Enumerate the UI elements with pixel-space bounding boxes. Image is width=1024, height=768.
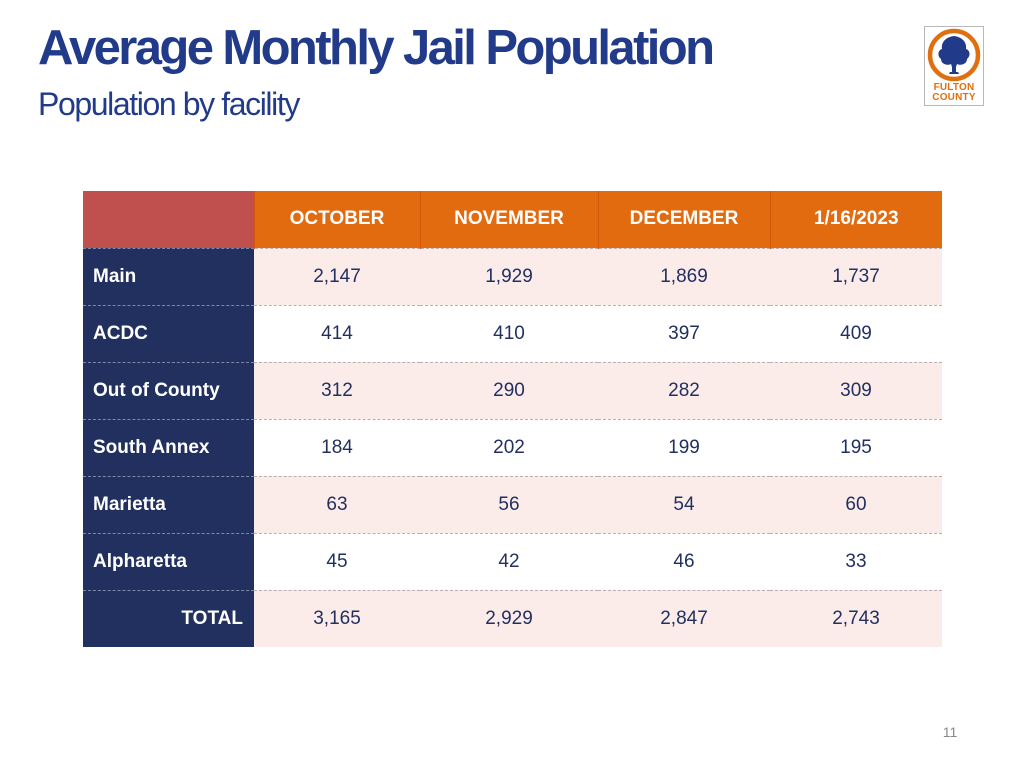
table-cell: 290 xyxy=(420,362,598,419)
table-cell: 1,869 xyxy=(598,248,770,305)
table-cell: 45 xyxy=(254,533,420,590)
slide-subtitle: Population by facility xyxy=(38,86,299,122)
table-row xyxy=(83,305,942,362)
row-label: South Annex xyxy=(83,419,254,476)
table-cell: 199 xyxy=(598,419,770,476)
table-cell: 312 xyxy=(254,362,420,419)
table-cell: 54 xyxy=(598,476,770,533)
table-cell: 63 xyxy=(254,476,420,533)
population-table xyxy=(83,191,942,647)
table-row xyxy=(83,533,942,590)
tree-seal-icon xyxy=(925,27,983,83)
table-cell: 46 xyxy=(598,533,770,590)
logo-text-line2: COUNTY xyxy=(932,92,976,103)
table-cell: 184 xyxy=(254,419,420,476)
table-cell: 60 xyxy=(770,476,942,533)
table-cell: 397 xyxy=(598,305,770,362)
table-cell: 282 xyxy=(598,362,770,419)
row-label: Main xyxy=(83,248,254,305)
table-cell: 33 xyxy=(770,533,942,590)
table-cell: 410 xyxy=(420,305,598,362)
table-cell: 56 xyxy=(420,476,598,533)
total-cell: 2,847 xyxy=(598,590,770,647)
row-label: Alpharetta xyxy=(83,533,254,590)
total-cell: 3,165 xyxy=(254,590,420,647)
row-label: Out of County xyxy=(83,362,254,419)
row-label: Marietta xyxy=(83,476,254,533)
total-cell: 2,743 xyxy=(770,590,942,647)
logo-text-line1: FULTON xyxy=(933,82,975,93)
table-cell: 1,929 xyxy=(420,248,598,305)
row-label: ACDC xyxy=(83,305,254,362)
column-header: OCTOBER xyxy=(254,191,420,248)
total-cell: 2,929 xyxy=(420,590,598,647)
table-cell: 2,147 xyxy=(254,248,420,305)
table-cell: 309 xyxy=(770,362,942,419)
column-header: 1/16/2023 xyxy=(770,191,942,248)
table-cell: 195 xyxy=(770,419,942,476)
slide-title: Average Monthly Jail Population xyxy=(38,21,713,75)
table-row xyxy=(83,476,942,533)
table-cell: 1,737 xyxy=(770,248,942,305)
table-cell: 414 xyxy=(254,305,420,362)
table-total-row xyxy=(83,590,942,647)
total-label: TOTAL xyxy=(83,590,254,647)
table-cell: 409 xyxy=(770,305,942,362)
column-header: DECEMBER xyxy=(598,191,770,248)
table-row xyxy=(83,248,942,305)
page-number: 11 xyxy=(942,724,958,740)
column-header: NOVEMBER xyxy=(420,191,598,248)
fulton-county-logo xyxy=(924,26,984,106)
table-row xyxy=(83,419,942,476)
table-row xyxy=(83,362,942,419)
table-cell: 202 xyxy=(420,419,598,476)
table-header-row xyxy=(83,191,942,248)
table-cell: 42 xyxy=(420,533,598,590)
table-header-corner xyxy=(83,191,254,248)
